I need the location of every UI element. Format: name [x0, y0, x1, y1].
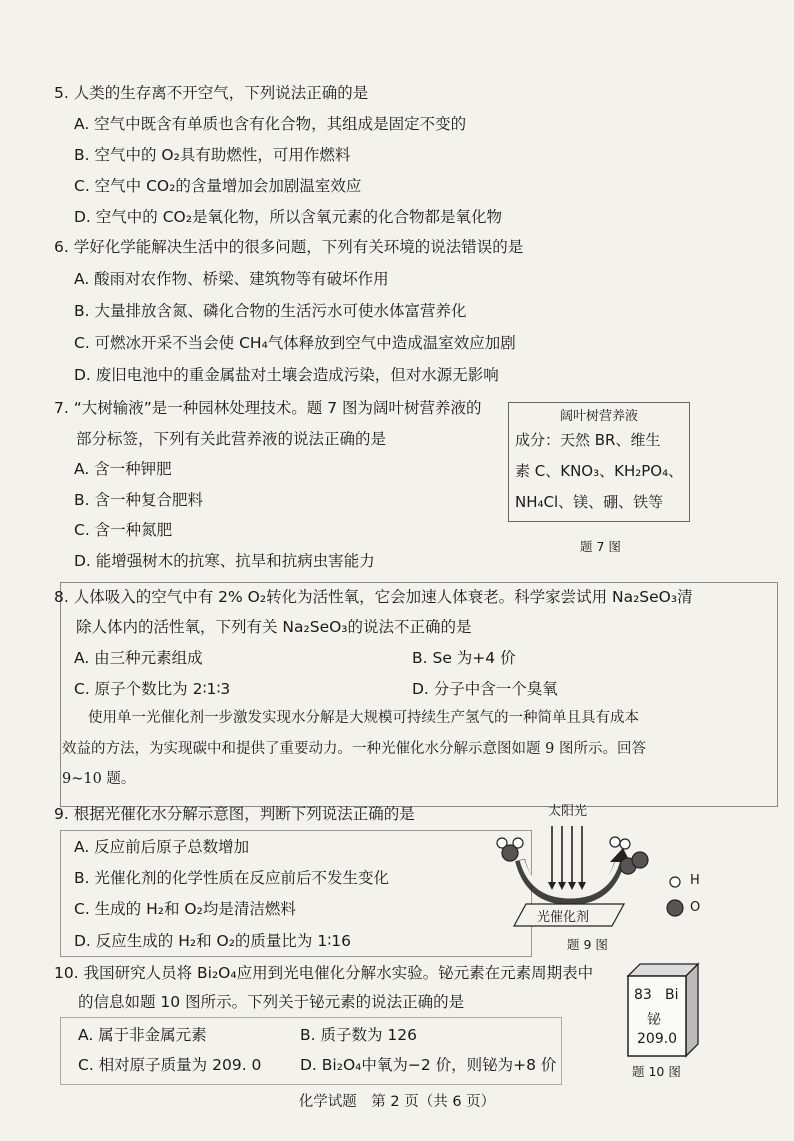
- legend-hydrogen-label: H: [690, 873, 700, 888]
- q9-option-b: B. 光催化剂的化学性质在反应前后不发生变化: [74, 869, 389, 887]
- legend-hydrogen-icon: [670, 877, 680, 887]
- q5-stem: 5. 人类的生存离不开空气，下列说法正确的是: [54, 84, 369, 102]
- element-atomic-number: 83: [634, 987, 652, 1003]
- q6-option-d: D. 废旧电池中的重金属盐对土壤会造成污染，但对水源无影响: [74, 366, 499, 384]
- nutrient-label-line-1: 成分：天然 BR、维生: [515, 431, 661, 449]
- element-atomic-mass: 209.0: [637, 1031, 678, 1047]
- q9-stem: 9. 根据光催化水分解示意图，判断下列说法正确的是: [54, 805, 415, 823]
- legend-oxygen-label: O: [690, 900, 701, 915]
- q7-option-b: B. 含一种复合肥料: [74, 491, 203, 509]
- q6-option-c: C. 可燃冰开采不当会使 CH₄气体释放到空气中造成温室效应加剧: [74, 334, 516, 352]
- passage-line-2: 效益的方法，为实现碳中和提供了重要动力。一种光催化水分解示意图如题 9 图所示。回答: [62, 741, 646, 757]
- oxygen-atom: [632, 852, 648, 868]
- page-footer: 化学试题 第 2 页（共 6 页）: [298, 1094, 496, 1110]
- q5-option-b: B. 空气中的 O₂具有助燃性，可用作燃料: [74, 146, 351, 164]
- q10-stem-line2: 的信息如题 10 图所示。下列关于铋元素的说法正确的是: [78, 993, 465, 1011]
- q7-stem-line1: 7. “大树输液”是一种园林处理技术。题 7 图为阔叶树营养液的: [54, 399, 482, 417]
- q10-stem-line1: 10. 我国研究人员将 Bi₂O₄应用到光电催化分解水实验。铋元素在元素周期表中: [54, 964, 594, 982]
- q9-figure-caption: 题 9 图: [567, 937, 608, 952]
- q10-option-a: A. 属于非金属元素: [78, 1026, 207, 1044]
- passage-line-1: 使用单一光催化剂一步激发实现水分解是大规模可持续生产氢气的一种简单且具有成本: [88, 710, 639, 726]
- q7-option-a: A. 含一种钾肥: [74, 460, 172, 478]
- nutrient-label-line-2: 素 C、KNO₃、KH₂PO₄、: [515, 462, 684, 480]
- sunlight-label: 太阳光: [548, 804, 588, 819]
- q7-figure-caption: 题 7 图: [580, 539, 621, 554]
- q8-option-a: A. 由三种元素组成: [74, 649, 203, 667]
- q10-option-c: C. 相对原子质量为 209. 0: [78, 1056, 262, 1074]
- catalyst-label: 光催化剂: [537, 910, 590, 925]
- legend-oxygen-icon: [667, 900, 683, 916]
- q7-stem-line2: 部分标签，下列有关此营养液的说法正确的是: [76, 430, 387, 448]
- q6-stem: 6. 学好化学能解决生活中的很多问题，下列有关环境的说法错误的是: [54, 238, 524, 256]
- q9-option-d: D. 反应生成的 H₂和 O₂的质量比为 1∶16: [74, 932, 351, 950]
- nutrient-label-line-3: NH₄Cl、镁、硼、铁等: [515, 493, 664, 511]
- q7-option-d: D. 能增强树木的抗寒、抗旱和抗病虫害能力: [74, 552, 375, 570]
- q8-option-b: B. Se 为+4 价: [412, 649, 516, 667]
- q10-option-b: B. 质子数为 126: [300, 1026, 417, 1044]
- nutrient-label-box: [508, 402, 690, 522]
- q5-option-d: D. 空气中的 CO₂是氧化物，所以含氧元素的化合物都是氧化物: [74, 208, 502, 226]
- element-symbol: Bi: [665, 987, 679, 1003]
- q10-figure-caption: 题 10 图: [632, 1064, 681, 1079]
- q8-option-d: D. 分子中含一个臭氧: [412, 680, 558, 698]
- nutrient-label-title: 阔叶树营养液: [559, 409, 638, 424]
- q5-option-a: A. 空气中既含有单质也含有化合物，其组成是固定不变的: [74, 115, 467, 133]
- q6-option-b: B. 大量排放含氮、磷化合物的生活污水可使水体富营养化: [74, 302, 467, 320]
- hydrogen-atom: [610, 837, 620, 847]
- q10-option-d: D. Bi₂O₄中氧为−2 价，则铋为+8 价: [300, 1056, 557, 1074]
- passage-line-3: 9~10 题。: [62, 771, 136, 787]
- element-name: 铋: [647, 1012, 661, 1028]
- q8-stem-line2: 除人体内的活性氧，下列有关 Na₂SeO₃的说法不正确的是: [76, 618, 472, 636]
- q8-option-c: C. 原子个数比为 2∶1∶3: [74, 680, 231, 698]
- q9-option-a: A. 反应前后原子总数增加: [74, 838, 250, 856]
- hydrogen-atom: [620, 839, 630, 849]
- q6-option-a: A. 酸雨对农作物、桥梁、建筑物等有破坏作用: [74, 270, 389, 288]
- oxygen-atom: [502, 845, 518, 861]
- q7-option-c: C. 含一种氮肥: [74, 521, 173, 539]
- q9-option-c: C. 生成的 H₂和 O₂均是清洁燃料: [74, 900, 296, 918]
- q5-option-c: C. 空气中 CO₂的含量增加会加剧温室效应: [74, 177, 362, 195]
- q8-stem-line1: 8. 人体吸入的空气中有 2% O₂转化为活性氧，它会加速人体衰老。科学家尝试用 Na₂SeO₃清: [54, 588, 693, 606]
